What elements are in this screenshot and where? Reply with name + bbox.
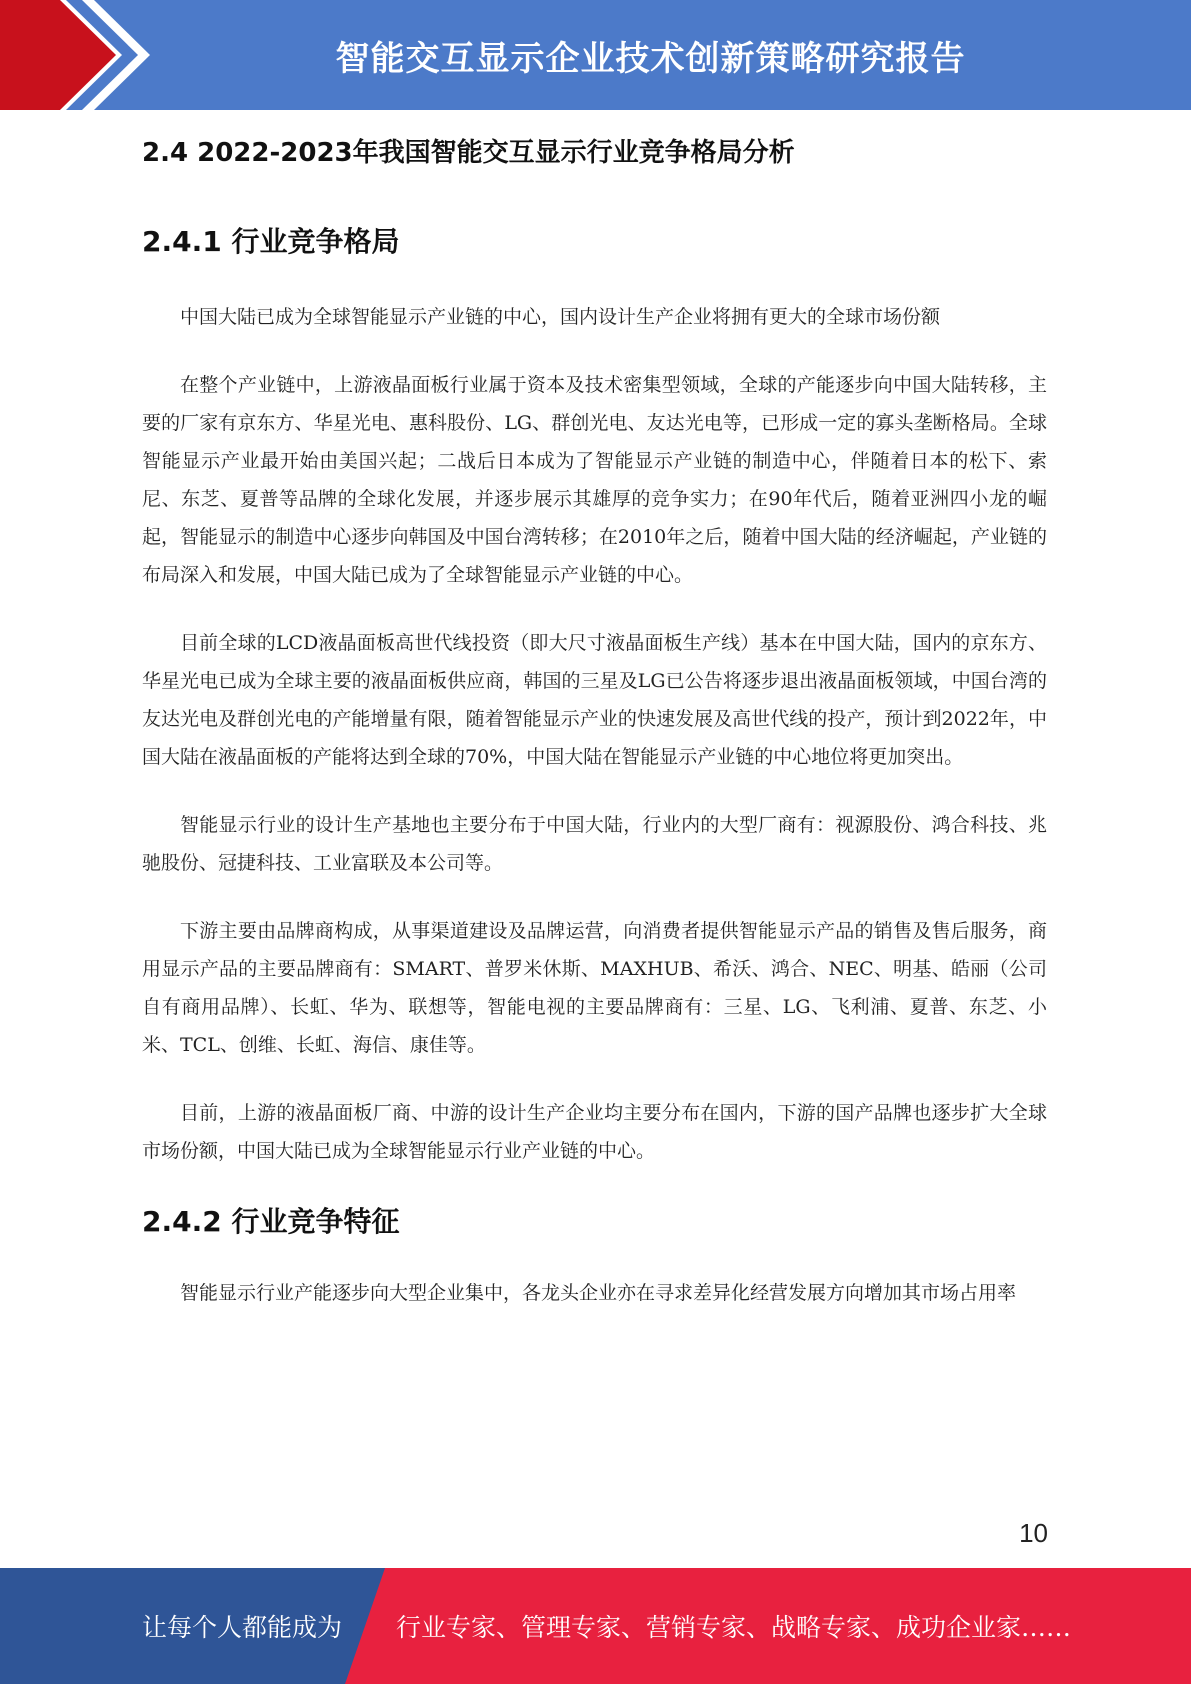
page-number: 10 (1019, 1518, 1048, 1548)
page-header (0, 0, 1191, 110)
header-title: 智能交互显示企业技术创新策略研究报告 (335, 38, 966, 79)
footer-slogan-right: 行业专家、管理专家、营销专家、战略专家、成功企业家…… (396, 1613, 1072, 1642)
paragraph: 智能显示行业的设计生产基地也主要分布于中国大陆，行业内的大型厂商有：视源股份、鸿合科技、兆驰股份、冠捷科技、工业富联及本公司等。 (142, 814, 1047, 874)
paragraph: 智能显示行业产能逐步向大型企业集中，各龙头企业亦在寻求差异化经营发展方向增加其市场占用率 (180, 1282, 1017, 1304)
paragraph: 下游主要由品牌商构成，从事渠道建设及品牌运营，向消费者提供智能显示产品的销售及售后服务，商用显示产品的主要品牌商有：SMART、普罗米休斯、MAXHUB、希沃、鸿合、NEC、明基、皓丽（公司自有商用品牌）、长虹、华为、联想等，智能电视的主要品牌商有：三星、LG、飞利浦、夏普、东芝、小米、TCL、创维、长虹、海信、康佳等。 (142, 920, 1047, 1056)
footer-slogan-left: 让每个人都能成为 (142, 1613, 343, 1642)
paragraph: 目前全球的LCD液晶面板高世代线投资（即大尺寸液晶面板生产线）基本在中国大陆，国内的京东方、华星光电已成为全球主要的液晶面板供应商，韩国的三星及LG已公告将逐步退出液晶面板领域，中国台湾的友达光电及群创光电的产能增量有限，随着智能显示产业的快速发展及高世代线的投产，预计到2022年，中国大陆在液晶面板的产能将达到全球的70%，中国大陆在智能显示产业链的中心地位将更加突出。 (142, 632, 1047, 768)
paragraph: 在整个产业链中，上游液晶面板行业属于资本及技术密集型领域，全球的产能逐步向中国大陆转移，主要的厂家有京东方、华星光电、惠科股份、LG、群创光电、友达光电等，已形成一定的寡头垄断格局。全球智能显示产业最开始由美国兴起；二战后日本成为了智能显示产业链的制造中心，伴随着日本的松下、索尼、东芝、夏普等品牌的全球化发展，并逐步展示其雄厚的竞争实力；在90年代后，随着亚洲四小龙的崛起，智能显示的制造中心逐步向韩国及中国台湾转移；在2010年之后，随着中国大陆的经济崛起，产业链的布局深入和发展，中国大陆已成为了全球智能显示产业链的中心。 (142, 374, 1047, 586)
section-heading: 2.4 2022-2023年我国智能交互显示行业竞争格局分析 (142, 138, 795, 168)
header-arrow-icon (0, 0, 160, 110)
paragraph: 目前，上游的液晶面板厂商、中游的设计生产企业均主要分布在国内，下游的国产品牌也逐步扩大全球市场份额，中国大陆已成为全球智能显示行业产业链的中心。 (142, 1102, 1047, 1162)
subsection-heading-2-4-1: 2.4.1 行业竞争格局 (142, 225, 400, 258)
paragraph: 中国大陆已成为全球智能显示产业链的中心，国内设计生产企业将拥有更大的全球市场份额 (180, 306, 941, 328)
page-content (142, 130, 1047, 1312)
page-footer (0, 1568, 1191, 1684)
subsection-heading-2-4-2: 2.4.2 行业竞争特征 (142, 1205, 400, 1238)
